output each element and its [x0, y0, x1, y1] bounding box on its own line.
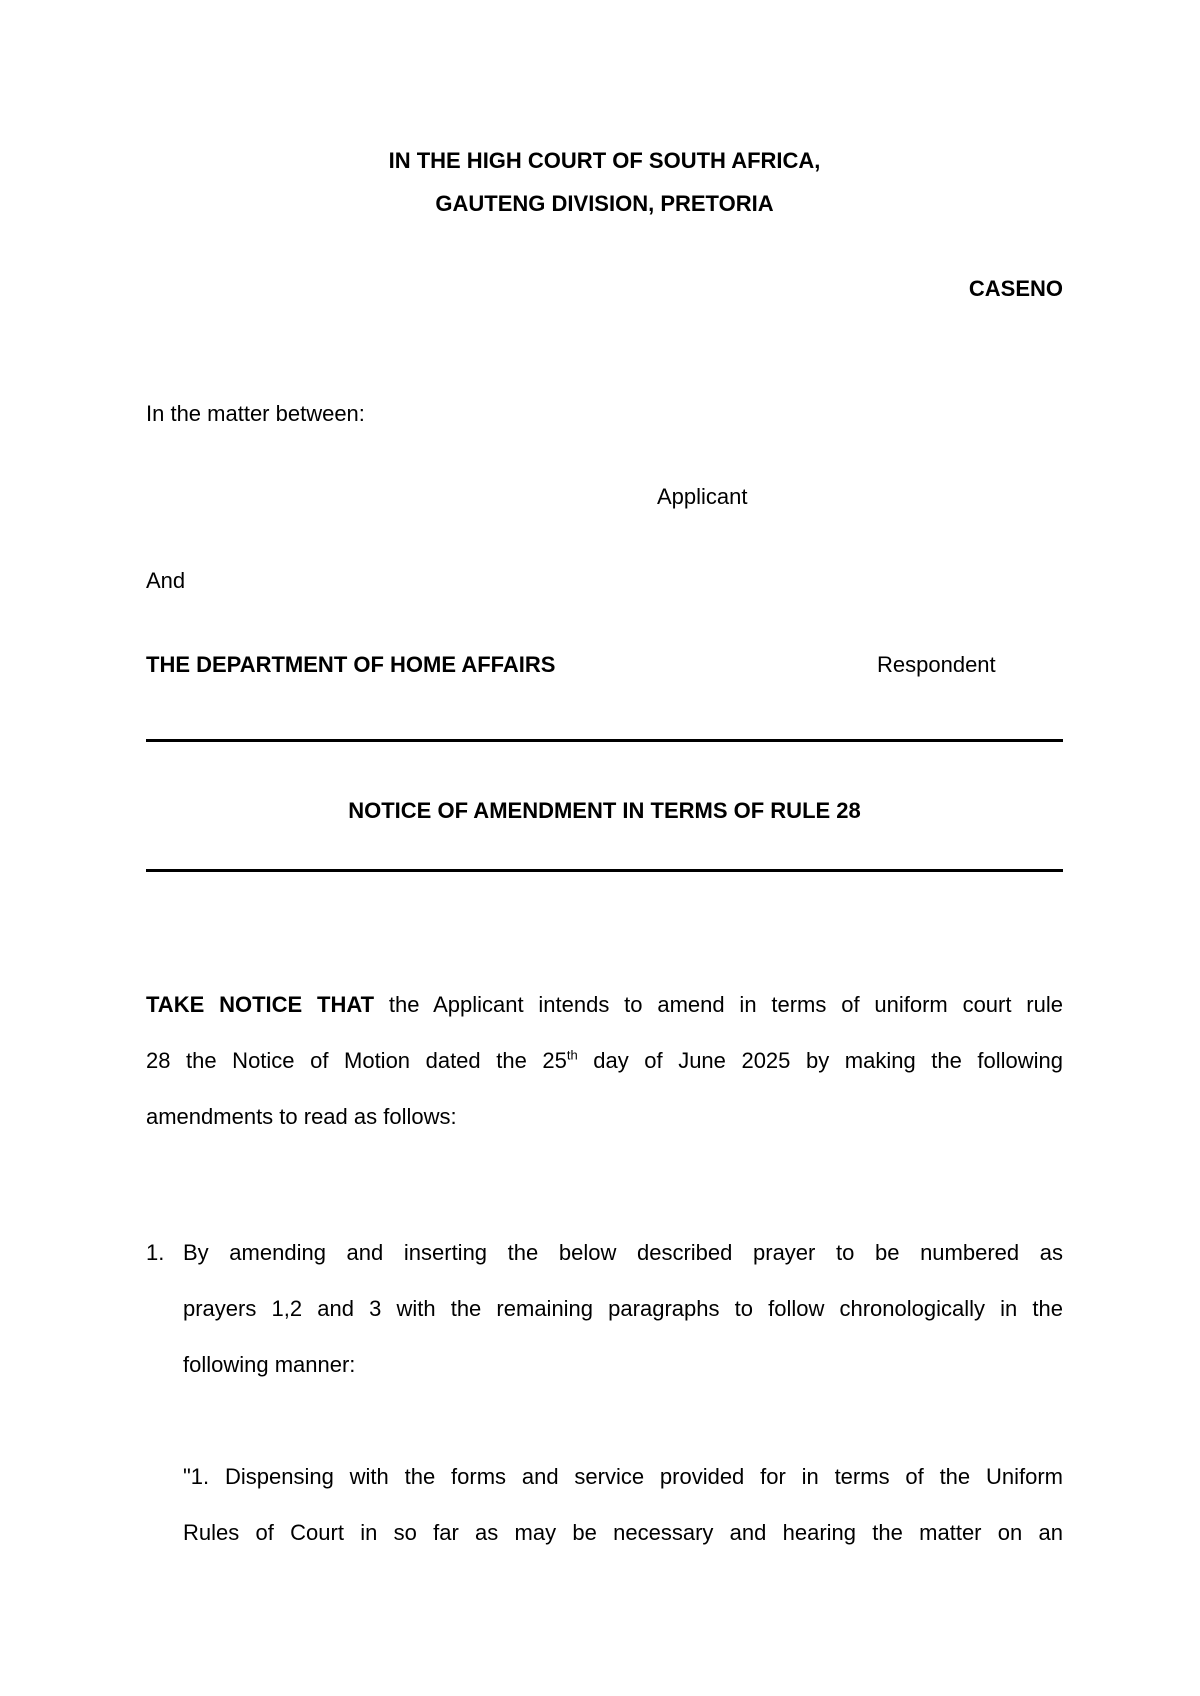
bottom-divider-rule	[146, 869, 1063, 872]
quoted-prayer-line-1: "1. Dispensing with the forms and service provided for in terms of the Uniform	[183, 1464, 1063, 1489]
case-number-label: CASENO	[968, 276, 1063, 301]
quoted-prayer-line-2: Rules of Court in so far as may be necessary and hearing the matter on an	[183, 1520, 1063, 1545]
top-divider-rule	[146, 739, 1063, 742]
court-division-heading: GAUTENG DIVISION, PRETORIA	[435, 191, 774, 216]
matter-between-intro: In the matter between:	[146, 401, 365, 426]
take-notice-lead: TAKE NOTICE THAT	[146, 992, 375, 1017]
take-notice-line-3: amendments to read as follows:	[146, 1104, 457, 1129]
applicant-label: Applicant	[657, 484, 748, 509]
list-item-1-text	[183, 1225, 1063, 1393]
list-item-1-line-2: prayers 1,2 and 3 with the remaining paragraphs to follow chronologically in the	[183, 1296, 1063, 1321]
respondent-label: Respondent	[877, 652, 996, 677]
take-notice-line-2-pre: 28 the Notice of Motion dated the 25	[146, 1048, 567, 1073]
take-notice-line-2	[146, 1033, 1063, 1089]
quoted-prayer	[183, 1449, 1063, 1561]
list-item-1-line-1: By amending and inserting the below described prayer to be numbered as	[183, 1240, 1063, 1265]
list-item-number-1: 1.	[146, 1240, 165, 1265]
ordinal-suffix: th	[566, 1047, 578, 1063]
take-notice-line-2-post: day of June 2025 by making the following	[577, 1048, 1063, 1073]
court-name-heading: IN THE HIGH COURT OF SOUTH AFRICA,	[388, 148, 821, 173]
and-conjunction: And	[146, 568, 186, 593]
list-item-1-line-3: following manner:	[183, 1352, 356, 1377]
take-notice-line-1	[146, 977, 1063, 1033]
take-notice-line-1-text: the Applicant intends to amend in terms of uniform court rule	[374, 992, 1063, 1017]
take-notice-paragraph	[146, 977, 1063, 1145]
notice-title: NOTICE OF AMENDMENT IN TERMS OF RULE 28	[348, 798, 861, 823]
respondent-name: THE DEPARTMENT OF HOME AFFAIRS	[146, 652, 556, 677]
